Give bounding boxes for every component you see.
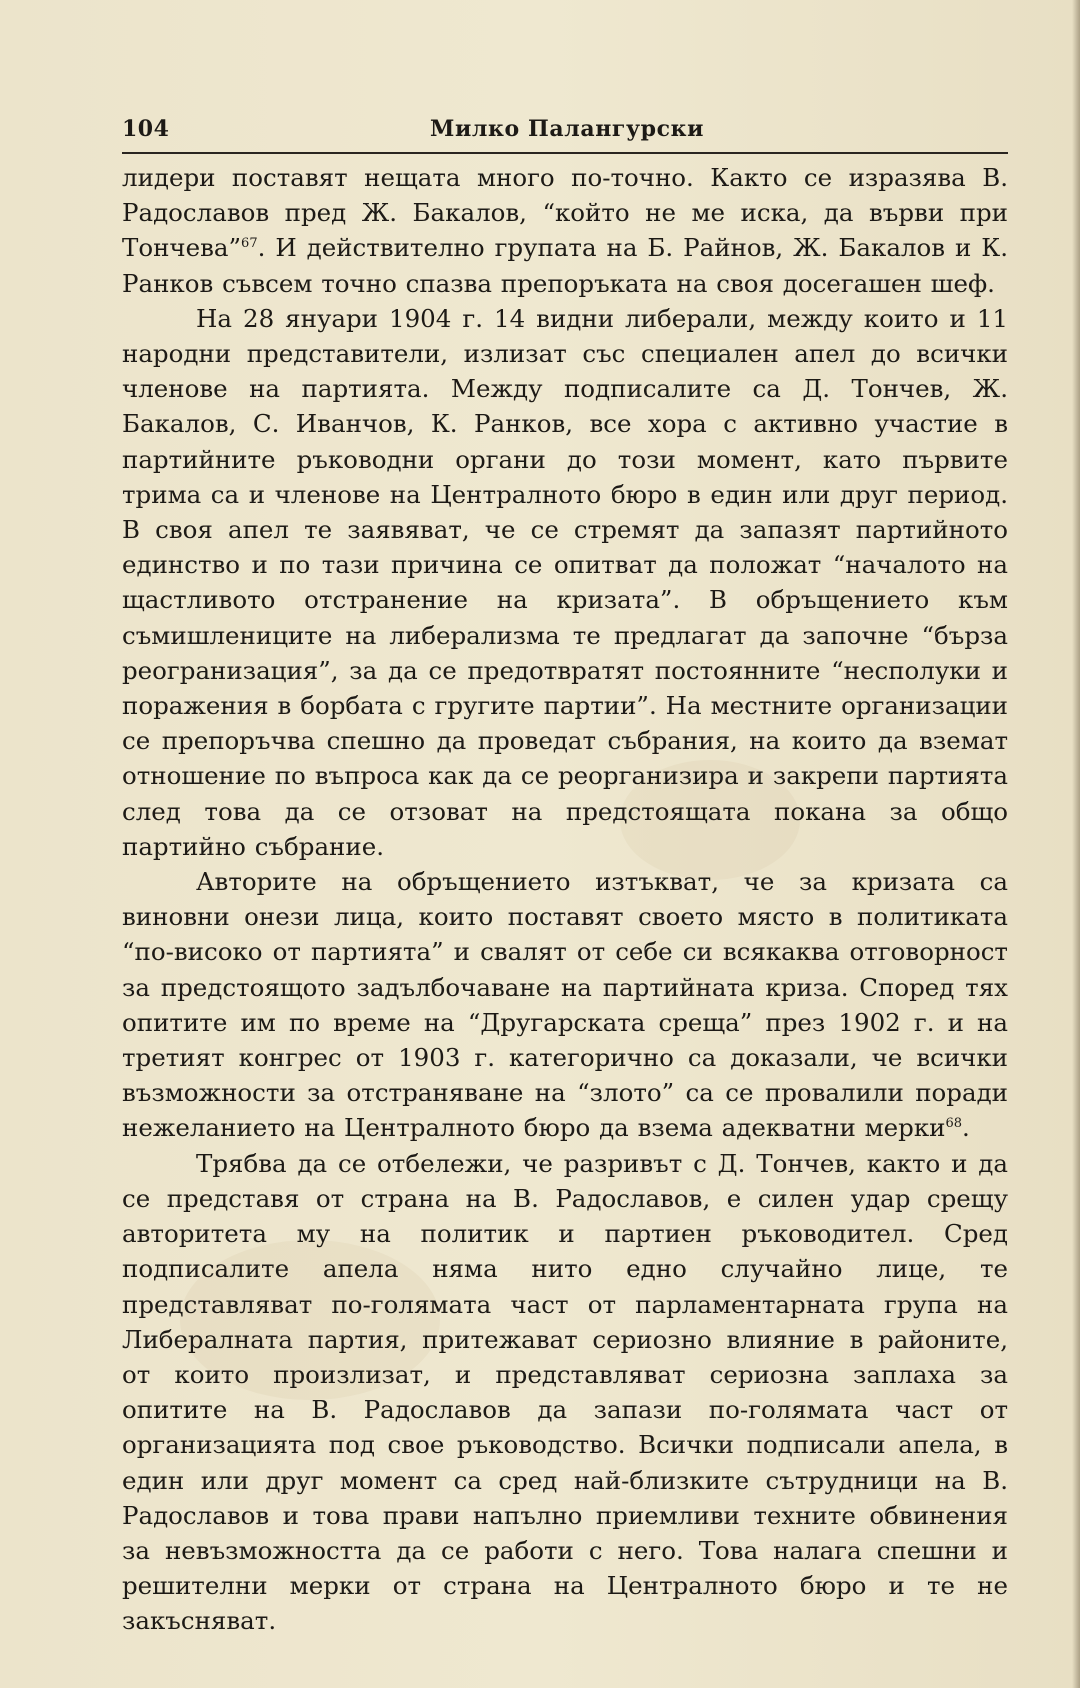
- page-edge-shadow: [1072, 0, 1080, 1688]
- paragraph-text: Трябва да се отбележи, че разривът с Д. Тончев, както и да се представя от страна на В. Радославов, е силен удар срещу авторитета му на политик и партиен ръководител. Сред подписалите апела няма нито едно случайно лице, те представляват по-голямата част от парламентарната група на Либералната партия, притежават сериозно влияние в районите, от които произлизат, и представляват сериозна заплаха за опитите на В. Радославов да запази по-голямата част от организацията под свое ръководство. Всички подписали апела, в един или друг момент са сред най-близките сътрудници на В. Радославов и това прави напълно приемливи техните обвинения за невъзможността да се работи с него. Това налага спешни и решителни мерки от страна на Централното бюро и те не закъсняват.: [122, 1148, 1008, 1636]
- paragraph-2: [122, 301, 1008, 864]
- paragraph-text: Авторите на обръщението изтъкват, че за кризата са виновни онези лица, които поставят своето място в политиката “по-високо от партията” и свалят от себе си всякаква отговорност за предстоящото задълбочаване на партийната криза. Според тях опитите им по време на “Другарската среща” през 1902 г. и на третият конгрес от 1903 г. категорично са доказали, че всички възможности за отстраняване на “злото” са се провалили поради нежеланието на Централното бюро да взема адекватни мерки: [122, 867, 1008, 1143]
- body-text: [122, 160, 1008, 1639]
- footnote-ref: 68: [945, 1116, 963, 1132]
- paragraph-text: На 28 януари 1904 г. 14 видни либерали, между които и 11 народни представители, излизат със специален апел до всички членове на партията. Между подписалите са Д. Тончев, Ж. Бакалов, С. Иванчов, К. Ранков, все хора с активно участие в партийните ръководни органи до този момент, като първите трима са и членове на Централното бюро в един или друг период. В своя апел те заявяват, че се стремят да запазят партийното единство и по тази причина се опитват да положат “началото на щастливото отстранение на кризата”. В обръщението към съмишлениците на либерализма те предлагат да започне “бърза реогранизация”, за да се предотвратят постоянните “несполуки и поражения в борбата с гругите партии”. На местните организации се препоръчва спешно да проведат събрания, на които да вземат отношение по въпроса как да се реорганизира и закрепи партията след това да се отзоват на предстоящата покана за общо партийно събрание.: [122, 303, 1008, 861]
- footnote-ref: 67: [241, 236, 258, 252]
- paragraph-3: [122, 864, 1008, 1146]
- running-head-author: Милко Палангурски: [430, 116, 705, 142]
- page-header: [122, 112, 1008, 154]
- paragraph-text-continued: .: [962, 1113, 970, 1143]
- paragraph-text-continued: . И действително групата на Б. Райнов, Ж. Бакалов и К. Ранков съвсем точно спазва препоръката на своя досегашен шеф.: [122, 233, 1008, 298]
- paragraph-4: [122, 1146, 1008, 1639]
- paragraph-1: [122, 160, 1008, 301]
- paragraph-text: лидери поставят нещата много по-точно. Както се изразява В. Радославов пред Ж. Бакалов, “който не ме иска, да върви при Тончева”: [122, 163, 1008, 263]
- page-number: 104: [122, 116, 170, 142]
